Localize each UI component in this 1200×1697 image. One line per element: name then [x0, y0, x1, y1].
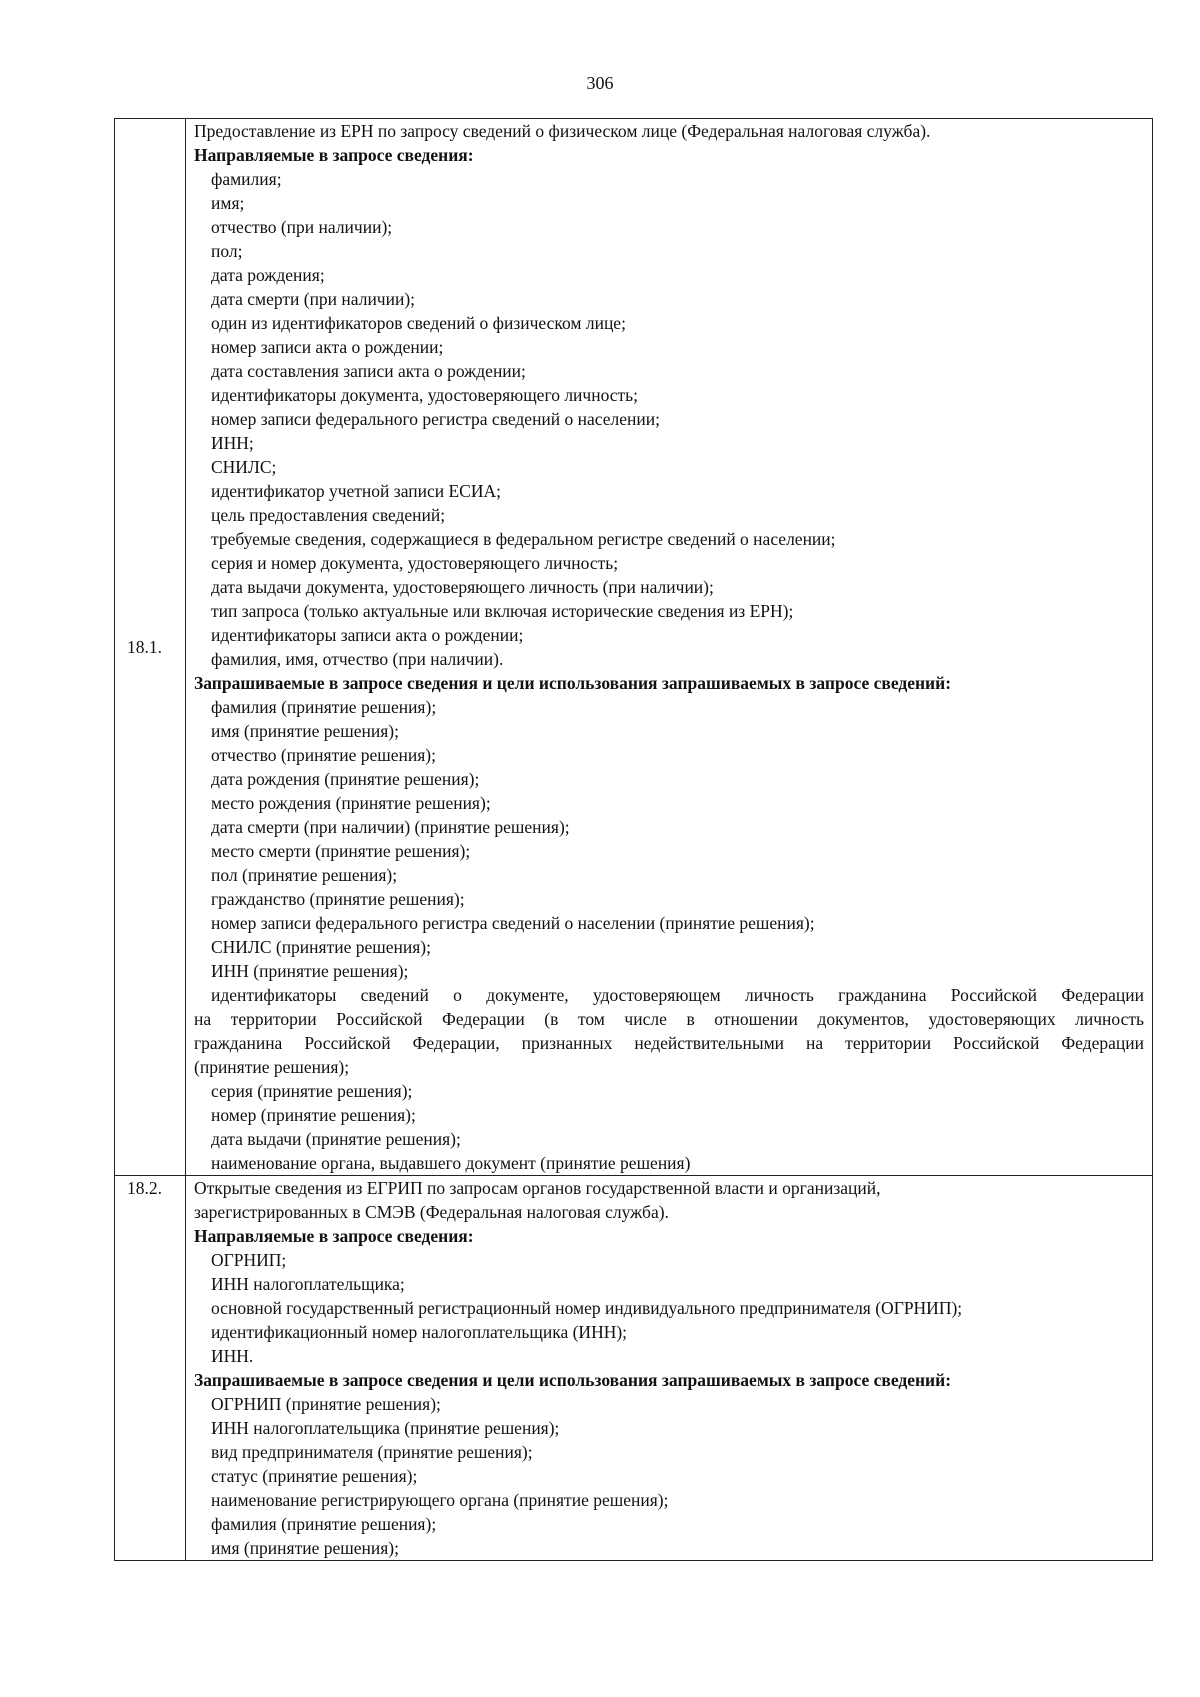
- content-line: пол;: [211, 241, 243, 261]
- section-heading: Запрашиваемые в запросе сведения и цели использования запрашиваемых в запросе сведений:: [194, 673, 952, 693]
- content-line: один из идентификаторов сведений о физическом лице;: [211, 313, 626, 333]
- content-line: наименование органа, выдавшего документ (принятие решения): [211, 1153, 691, 1173]
- content-line: фамилия (принятие решения);: [211, 1514, 437, 1534]
- section-heading: Направляемые в запросе сведения:: [194, 1226, 474, 1246]
- section-heading: Направляемые в запросе сведения:: [194, 145, 474, 165]
- content-line: тип запроса (только актуальные или включая исторические сведения из ЕРН);: [211, 601, 794, 621]
- content-line: дата смерти (при наличии) (принятие решения);: [211, 817, 570, 837]
- row-number-cell: [115, 119, 186, 1176]
- content-line: дата смерти (при наличии);: [211, 289, 416, 309]
- content-line: статус (принятие решения);: [211, 1466, 418, 1486]
- content-line: фамилия;: [211, 169, 282, 189]
- content-line: СНИЛС (принятие решения);: [211, 937, 431, 957]
- content-line: дата выдачи (принятие решения);: [211, 1129, 461, 1149]
- content-line: фамилия (принятие решения);: [211, 697, 437, 717]
- table-row-18-2: [115, 1176, 1153, 1561]
- content-line: наименование регистрирующего органа (принятие решения);: [211, 1490, 669, 1510]
- content-line: ИНН налогоплательщика;: [211, 1274, 405, 1294]
- page-number: 306: [586, 73, 614, 93]
- content-line: серия (принятие решения);: [211, 1081, 413, 1101]
- content-line: (принятие решения);: [194, 1057, 350, 1077]
- content-line: ИНН (принятие решения);: [211, 961, 409, 981]
- content-line: на территории Российской Федерации (в том числе в отношении документов, удостоверяющих личность: [194, 1009, 1144, 1029]
- content-line: номер записи федерального регистра сведений о населении;: [211, 409, 661, 429]
- content-line: ОГРНИП;: [211, 1250, 287, 1270]
- content-line: пол (принятие решения);: [211, 865, 398, 885]
- content-line: номер записи акта о рождении;: [211, 337, 444, 357]
- row-number: 18.2.: [127, 1178, 162, 1198]
- content-line: ОГРНИП (принятие решения);: [211, 1394, 441, 1414]
- content-line: отчество (принятие решения);: [211, 745, 436, 765]
- content-line: СНИЛС;: [211, 457, 277, 477]
- content-line: имя;: [211, 193, 245, 213]
- content-line: отчество (при наличии);: [211, 217, 393, 237]
- table-row-18-1: [115, 119, 1153, 1176]
- content-line: Открытые сведения из ЕГРИП по запросам органов государственной власти и организаций,: [194, 1178, 881, 1198]
- requirements-table: [114, 118, 1153, 1561]
- row-number-cell: [115, 1176, 186, 1561]
- row-content-cell: [186, 119, 1153, 1176]
- content-line: имя (принятие решения);: [211, 721, 399, 741]
- content-line: ИНН налогоплательщика (принятие решения);: [211, 1418, 560, 1438]
- section-heading: Запрашиваемые в запросе сведения и цели использования запрашиваемых в запросе сведений:: [194, 1370, 952, 1390]
- content-line: дата выдачи документа, удостоверяющего личность (при наличии);: [211, 577, 714, 597]
- content-line: место рождения (принятие решения);: [211, 793, 491, 813]
- content-line: зарегистрированных в СМЭВ (Федеральная налоговая служба).: [194, 1202, 669, 1222]
- content-line: требуемые сведения, содержащиеся в федеральном регистре сведений о населении;: [211, 529, 836, 549]
- content-line: имя (принятие решения);: [211, 1538, 399, 1558]
- content-line: дата составления записи акта о рождении;: [211, 361, 526, 381]
- content-line: дата рождения;: [211, 265, 325, 285]
- content-line: основной государственный регистрационный номер индивидуального предпринимателя (ОГРНИП);: [211, 1298, 963, 1318]
- content-line: номер (принятие решения);: [211, 1105, 416, 1125]
- content-line: идентификаторы сведений о документе, удостоверяющем личность гражданина Российской Федерации: [211, 985, 1144, 1005]
- row-content-cell: [186, 1176, 1153, 1561]
- content-line: идентификаторы документа, удостоверяющего личность;: [211, 385, 639, 405]
- row-number: 18.1.: [127, 637, 162, 657]
- content-line: ИНН.: [211, 1346, 254, 1366]
- content-line: идентификаторы записи акта о рождении;: [211, 625, 524, 645]
- content-line: серия и номер документа, удостоверяющего личность;: [211, 553, 619, 573]
- content-line: вид предпринимателя (принятие решения);: [211, 1442, 533, 1462]
- content-line: дата рождения (принятие решения);: [211, 769, 480, 789]
- content-line: гражданство (принятие решения);: [211, 889, 465, 909]
- content-line: ИНН;: [211, 433, 254, 453]
- content-line: идентификационный номер налогоплательщика (ИНН);: [211, 1322, 628, 1342]
- content-line: Предоставление из ЕРН по запросу сведений о физическом лице (Федеральная налоговая служба).: [194, 121, 931, 141]
- content-line: место смерти (принятие решения);: [211, 841, 471, 861]
- content-line: номер записи федерального регистра сведений о населении (принятие решения);: [211, 913, 815, 933]
- content-line: гражданина Российской Федерации, признанных недействительными на территории Российской Федерации: [194, 1033, 1144, 1053]
- content-line: идентификатор учетной записи ЕСИА;: [211, 481, 501, 501]
- content-line: цель предоставления сведений;: [211, 505, 446, 525]
- content-line: фамилия, имя, отчество (при наличии).: [211, 649, 504, 669]
